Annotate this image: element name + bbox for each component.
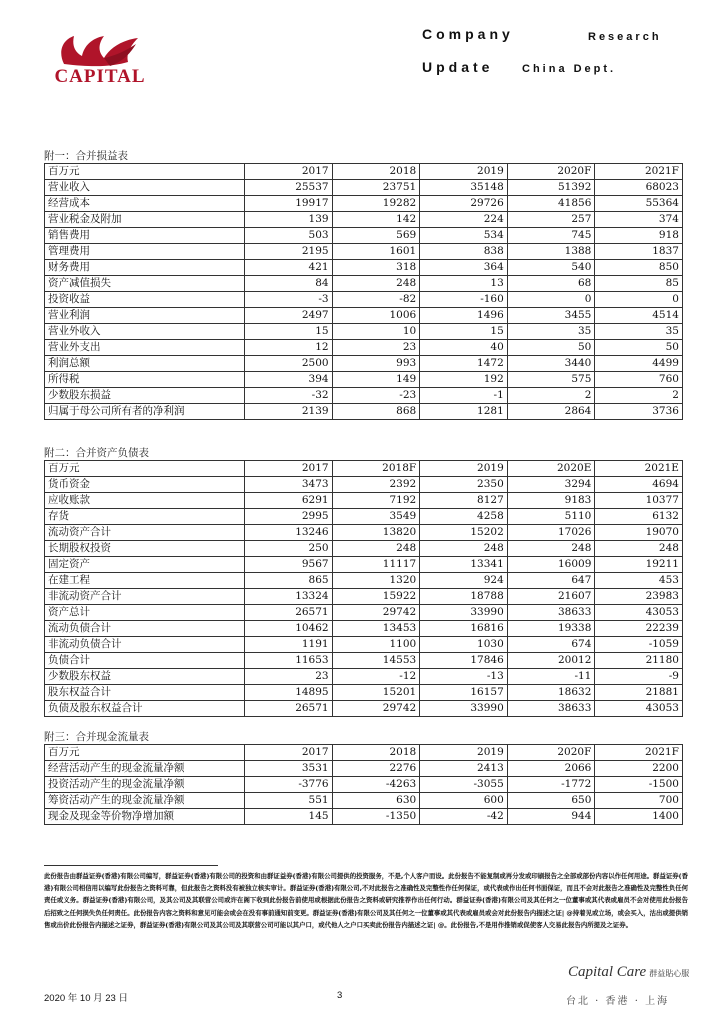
table-row xyxy=(45,541,683,557)
row-label: 财务费用 xyxy=(45,260,245,276)
cell-value: 35148 xyxy=(420,180,508,196)
cell-value: -3055 xyxy=(420,777,508,793)
cell-value: 540 xyxy=(507,260,595,276)
cell-value: 15 xyxy=(245,324,333,340)
row-label: 归属于母公司所有者的净利润 xyxy=(45,404,245,420)
cell-value: 2497 xyxy=(245,308,333,324)
cell-value: 11117 xyxy=(332,557,420,573)
cell-value: 18632 xyxy=(507,685,595,701)
cell-value: 18788 xyxy=(420,589,508,605)
cell-value: 630 xyxy=(332,793,420,809)
cell-value: 838 xyxy=(420,244,508,260)
table-row xyxy=(45,276,683,292)
cell-value: 2020F xyxy=(507,164,595,180)
cell-value: 0 xyxy=(595,292,683,308)
cell-value: 2350 xyxy=(420,477,508,493)
cell-value: 248 xyxy=(595,541,683,557)
cell-value: 145 xyxy=(245,809,333,825)
cell-value: 38633 xyxy=(507,605,595,621)
row-label: 股东权益合计 xyxy=(45,685,245,701)
table-row xyxy=(45,525,683,541)
cash-flow-table xyxy=(44,744,683,825)
cell-value: 68 xyxy=(507,276,595,292)
page-number: 3 xyxy=(337,990,343,1001)
cell-value: 20012 xyxy=(507,653,595,669)
row-label: 利润总额 xyxy=(45,356,245,372)
cell-value: 25537 xyxy=(245,180,333,196)
row-label: 筹资活动产生的现金流量净额 xyxy=(45,793,245,809)
cell-value: 2195 xyxy=(245,244,333,260)
cell-value: 600 xyxy=(420,793,508,809)
cell-value: 3473 xyxy=(245,477,333,493)
cell-value: 84 xyxy=(245,276,333,292)
cell-value: 15922 xyxy=(332,589,420,605)
cell-value: 2413 xyxy=(420,761,508,777)
cell-value: 19070 xyxy=(595,525,683,541)
cell-value: 3549 xyxy=(332,509,420,525)
cell-value: 149 xyxy=(332,372,420,388)
cell-value: 11653 xyxy=(245,653,333,669)
cell-value: -11 xyxy=(507,669,595,685)
cell-value: 33990 xyxy=(420,701,508,717)
cell-value: 21180 xyxy=(595,653,683,669)
table-row xyxy=(45,669,683,685)
cell-value: 16157 xyxy=(420,685,508,701)
row-label: 货币资金 xyxy=(45,477,245,493)
cell-value: 3736 xyxy=(595,404,683,420)
row-label: 营业利润 xyxy=(45,308,245,324)
cell-value: -1350 xyxy=(332,809,420,825)
cell-value: 13820 xyxy=(332,525,420,541)
cell-value: 29726 xyxy=(420,196,508,212)
cell-value: 993 xyxy=(332,356,420,372)
cell-value: 2 xyxy=(507,388,595,404)
cell-value: 503 xyxy=(245,228,333,244)
cell-value: 17026 xyxy=(507,525,595,541)
table-row xyxy=(45,228,683,244)
table-row xyxy=(45,372,683,388)
cell-value: 2020F xyxy=(507,745,595,761)
cell-value: -160 xyxy=(420,292,508,308)
cell-value: 257 xyxy=(507,212,595,228)
table-row xyxy=(45,404,683,420)
cell-value: 4499 xyxy=(595,356,683,372)
cell-value: 10377 xyxy=(595,493,683,509)
cell-value: 1030 xyxy=(420,637,508,653)
cell-value: 23 xyxy=(245,669,333,685)
cell-value: 551 xyxy=(245,793,333,809)
row-label: 投资活动产生的现金流量净额 xyxy=(45,777,245,793)
cell-value: 35 xyxy=(507,324,595,340)
row-label: 所得税 xyxy=(45,372,245,388)
table-row xyxy=(45,493,683,509)
disclaimer-text: 此份报告由群益证券(香港)有限公司编写，群益证券(香港)有限公司的投资和由群证益券(香港)有限公司提供的投资服务，不是,个人客户而设。此份报告不能复制或再分发或印刷报告之全部或部份内容以作任何用途。群益证券(香港)有限公司相信用以编写此份报告之资料可靠，但此报告之资料没有被独立核实审计。群益证券(香港)有限公司,不对此报告之准确性及完整性作任何保证，或代表或作出任何书面保证，而且不会对此报告之准确性及完整性负任何责任或义务。群益证券(香港)有限公司，及其公司及其联营公司或许在阁下收到此份报告前使用或根据此份报告之资料或研究推荐作出任何行动。群益证券(香港)有限公司及其任何之一位董事或其代表或雇员不会对使用此份报告后招致之任何损失负任何责任。此份报告内容之资料和意见可能会或会在没有事前通知前变更。群益证券(香港)有限公司及其任何之一位董事或其代表或雇员或会对此份报告内描述之证| @持着见或立场，或会买入，沽出或提供销售或出价此份报告内描述之证券，群益证券(香港)有限公司及其公司及其联营公司可能以其户口，或代他人之户口买卖此份报告内描述之证| @。此份报告,不是用作推销或促使客人交易此报告内所提及之证券。 xyxy=(44,872,688,929)
cell-value: 68023 xyxy=(595,180,683,196)
cell-value: -4263 xyxy=(332,777,420,793)
cell-value: -3776 xyxy=(245,777,333,793)
table-row xyxy=(45,244,683,260)
cell-value: 15202 xyxy=(420,525,508,541)
cell-value: 248 xyxy=(332,276,420,292)
cell-value: 2021F xyxy=(595,745,683,761)
footnote-divider xyxy=(44,865,218,866)
cell-value: 15 xyxy=(420,324,508,340)
cell-value: 760 xyxy=(595,372,683,388)
cash-flow-caption: 附三：合并现金流量表 xyxy=(44,731,149,743)
cell-value: 453 xyxy=(595,573,683,589)
cell-value: 23751 xyxy=(332,180,420,196)
cell-value: 1191 xyxy=(245,637,333,653)
cell-value: -9 xyxy=(595,669,683,685)
header-research: Research xyxy=(588,31,662,43)
row-label: 管理费用 xyxy=(45,244,245,260)
cell-value: 421 xyxy=(245,260,333,276)
cell-value: 35 xyxy=(595,324,683,340)
cell-value: 2392 xyxy=(332,477,420,493)
cell-value: 248 xyxy=(332,541,420,557)
cell-value: 13324 xyxy=(245,589,333,605)
cell-value: 2864 xyxy=(507,404,595,420)
table-row xyxy=(45,605,683,621)
cell-value: 4258 xyxy=(420,509,508,525)
table-row xyxy=(45,477,683,493)
cell-value: 43053 xyxy=(595,701,683,717)
signature-cn: 群益貼心服 xyxy=(649,969,690,978)
signature-text: Capital Care xyxy=(568,964,647,980)
cell-value: 1281 xyxy=(420,404,508,420)
cell-value: 745 xyxy=(507,228,595,244)
cell-value: 374 xyxy=(595,212,683,228)
row-label: 负债及股东权益合计 xyxy=(45,701,245,717)
office-cities: 台北 · 香港 · 上海 xyxy=(566,996,670,1007)
cell-value: 3455 xyxy=(507,308,595,324)
row-label: 在建工程 xyxy=(45,573,245,589)
cell-value: 40 xyxy=(420,340,508,356)
table-row xyxy=(45,212,683,228)
table-header-row xyxy=(45,164,683,180)
cell-value: 5110 xyxy=(507,509,595,525)
cell-value: 1472 xyxy=(420,356,508,372)
cell-value: 248 xyxy=(507,541,595,557)
cell-value: 3531 xyxy=(245,761,333,777)
cell-value: 1496 xyxy=(420,308,508,324)
cell-value: 26571 xyxy=(245,701,333,717)
logo-text: CAPITAL xyxy=(54,66,146,87)
row-label: 营业外支出 xyxy=(45,340,245,356)
cell-value: 2018F xyxy=(332,461,420,477)
row-label: 非流动负债合计 xyxy=(45,637,245,653)
cell-value: 13453 xyxy=(332,621,420,637)
cell-value: 2500 xyxy=(245,356,333,372)
row-label: 非流动资产合计 xyxy=(45,589,245,605)
cell-value: 41856 xyxy=(507,196,595,212)
report-date: 2020 年 10 月 23 日 xyxy=(44,993,128,1004)
cell-value: 16816 xyxy=(420,621,508,637)
cell-value: 1388 xyxy=(507,244,595,260)
cell-value: 569 xyxy=(332,228,420,244)
cell-value: 6291 xyxy=(245,493,333,509)
cell-value: 2066 xyxy=(507,761,595,777)
cell-value: 0 xyxy=(507,292,595,308)
row-label: 应收账款 xyxy=(45,493,245,509)
cell-value: 2019 xyxy=(420,164,508,180)
table-header-row xyxy=(45,461,683,477)
row-label: 销售费用 xyxy=(45,228,245,244)
cell-value: 21881 xyxy=(595,685,683,701)
cell-value: 2995 xyxy=(245,509,333,525)
income-statement-table xyxy=(44,163,683,420)
table-row xyxy=(45,324,683,340)
row-label: 经营成本 xyxy=(45,196,245,212)
cell-value: 1100 xyxy=(332,637,420,653)
cell-value: 4694 xyxy=(595,477,683,493)
row-label: 资产总计 xyxy=(45,605,245,621)
table-row xyxy=(45,809,683,825)
row-label: 少数股东损益 xyxy=(45,388,245,404)
cell-value: 10462 xyxy=(245,621,333,637)
header-china-dept: China Dept. xyxy=(522,63,617,75)
table-row xyxy=(45,685,683,701)
row-label: 资产减值损失 xyxy=(45,276,245,292)
row-label: 营业外收入 xyxy=(45,324,245,340)
capital-care-signature xyxy=(568,964,689,981)
row-label: 百万元 xyxy=(45,461,245,477)
cell-value: 2018 xyxy=(332,745,420,761)
cell-value: -82 xyxy=(332,292,420,308)
header-update: Update xyxy=(422,59,494,75)
cell-value: 192 xyxy=(420,372,508,388)
cell-value: 2017 xyxy=(245,745,333,761)
cell-value: 2021E xyxy=(595,461,683,477)
cell-value: 250 xyxy=(245,541,333,557)
cell-value: 647 xyxy=(507,573,595,589)
cell-value: 13 xyxy=(420,276,508,292)
table-row xyxy=(45,340,683,356)
cell-value: -3 xyxy=(245,292,333,308)
cell-value: 10 xyxy=(332,324,420,340)
cell-value: 1320 xyxy=(332,573,420,589)
cell-value: 15201 xyxy=(332,685,420,701)
table-row xyxy=(45,388,683,404)
table-row xyxy=(45,292,683,308)
table-row xyxy=(45,180,683,196)
cell-value: 50 xyxy=(507,340,595,356)
row-label: 百万元 xyxy=(45,745,245,761)
cell-value: 2017 xyxy=(245,164,333,180)
cell-value: 19282 xyxy=(332,196,420,212)
table-row xyxy=(45,308,683,324)
row-label: 长期股权投资 xyxy=(45,541,245,557)
row-label: 存货 xyxy=(45,509,245,525)
cell-value: 142 xyxy=(332,212,420,228)
cell-value: 575 xyxy=(507,372,595,388)
cell-value: 318 xyxy=(332,260,420,276)
cell-value: 918 xyxy=(595,228,683,244)
cell-value: 4514 xyxy=(595,308,683,324)
row-label: 投资收益 xyxy=(45,292,245,308)
cell-value: 29742 xyxy=(332,701,420,717)
cell-value: 38633 xyxy=(507,701,595,717)
header-company: Company xyxy=(422,26,514,42)
cell-value: 394 xyxy=(245,372,333,388)
row-label: 现金及现金等价物净增加额 xyxy=(45,809,245,825)
cell-value: 224 xyxy=(420,212,508,228)
cell-value: 248 xyxy=(420,541,508,557)
table-row xyxy=(45,777,683,793)
cell-value: 2 xyxy=(595,388,683,404)
cell-value: 674 xyxy=(507,637,595,653)
cell-value: 85 xyxy=(595,276,683,292)
cell-value: 650 xyxy=(507,793,595,809)
cell-value: 12 xyxy=(245,340,333,356)
cell-value: 19211 xyxy=(595,557,683,573)
row-label: 经营活动产生的现金流量净额 xyxy=(45,761,245,777)
table-row xyxy=(45,637,683,653)
cell-value: 534 xyxy=(420,228,508,244)
cell-value: 7192 xyxy=(332,493,420,509)
cell-value: 868 xyxy=(332,404,420,420)
cell-value: 8127 xyxy=(420,493,508,509)
cell-value: 22239 xyxy=(595,621,683,637)
cell-value: 139 xyxy=(245,212,333,228)
cell-value: 2018 xyxy=(332,164,420,180)
cell-value: 9567 xyxy=(245,557,333,573)
cell-value: 50 xyxy=(595,340,683,356)
cell-value: 2276 xyxy=(332,761,420,777)
cell-value: 944 xyxy=(507,809,595,825)
cell-value: 364 xyxy=(420,260,508,276)
cell-value: 1400 xyxy=(595,809,683,825)
cell-value: 2021F xyxy=(595,164,683,180)
row-label: 百万元 xyxy=(45,164,245,180)
cell-value: 2019 xyxy=(420,745,508,761)
cell-value: 14895 xyxy=(245,685,333,701)
cell-value: -12 xyxy=(332,669,420,685)
cell-value: -23 xyxy=(332,388,420,404)
row-label: 营业税金及附加 xyxy=(45,212,245,228)
cell-value: 2020E xyxy=(507,461,595,477)
income-statement-caption: 附一：合并损益表 xyxy=(44,150,128,162)
cell-value: 13246 xyxy=(245,525,333,541)
table-row xyxy=(45,701,683,717)
cell-value: 3440 xyxy=(507,356,595,372)
cell-value: 16009 xyxy=(507,557,595,573)
cell-value: 33990 xyxy=(420,605,508,621)
cell-value: 3294 xyxy=(507,477,595,493)
cell-value: 850 xyxy=(595,260,683,276)
cell-value: 1006 xyxy=(332,308,420,324)
cell-value: 23983 xyxy=(595,589,683,605)
table-row xyxy=(45,557,683,573)
table-header-row xyxy=(45,745,683,761)
cell-value: 17846 xyxy=(420,653,508,669)
cell-value: -13 xyxy=(420,669,508,685)
table-row xyxy=(45,509,683,525)
cell-value: -32 xyxy=(245,388,333,404)
cell-value: 43053 xyxy=(595,605,683,621)
cell-value: 2019 xyxy=(420,461,508,477)
table-row xyxy=(45,260,683,276)
cell-value: 1837 xyxy=(595,244,683,260)
table-row xyxy=(45,573,683,589)
cell-value: 13341 xyxy=(420,557,508,573)
cell-value: 19917 xyxy=(245,196,333,212)
cell-value: 865 xyxy=(245,573,333,589)
cell-value: 1601 xyxy=(332,244,420,260)
table-row xyxy=(45,653,683,669)
cell-value: 700 xyxy=(595,793,683,809)
table-row xyxy=(45,356,683,372)
cell-value: -1772 xyxy=(507,777,595,793)
table-row xyxy=(45,761,683,777)
row-label: 负债合计 xyxy=(45,653,245,669)
table-row xyxy=(45,196,683,212)
cell-value: 2200 xyxy=(595,761,683,777)
cell-value: 2139 xyxy=(245,404,333,420)
cell-value: 6132 xyxy=(595,509,683,525)
cell-value: 19338 xyxy=(507,621,595,637)
cell-value: 51392 xyxy=(507,180,595,196)
cell-value: 55364 xyxy=(595,196,683,212)
cell-value: 924 xyxy=(420,573,508,589)
balance-sheet-table xyxy=(44,460,683,717)
cell-value: 2017 xyxy=(245,461,333,477)
cell-value: -42 xyxy=(420,809,508,825)
cell-value: -1059 xyxy=(595,637,683,653)
cell-value: 14553 xyxy=(332,653,420,669)
cell-value: -1500 xyxy=(595,777,683,793)
table-row xyxy=(45,589,683,605)
table-row xyxy=(45,621,683,637)
cell-value: 21607 xyxy=(507,589,595,605)
row-label: 流动负债合计 xyxy=(45,621,245,637)
cell-value: -1 xyxy=(420,388,508,404)
table-row xyxy=(45,793,683,809)
cell-value: 9183 xyxy=(507,493,595,509)
cell-value: 23 xyxy=(332,340,420,356)
cell-value: 26571 xyxy=(245,605,333,621)
row-label: 固定资产 xyxy=(45,557,245,573)
balance-sheet-caption: 附二：合并资产负债表 xyxy=(44,447,149,459)
row-label: 流动资产合计 xyxy=(45,525,245,541)
cell-value: 29742 xyxy=(332,605,420,621)
row-label: 营业收入 xyxy=(45,180,245,196)
row-label: 少数股东权益 xyxy=(45,669,245,685)
